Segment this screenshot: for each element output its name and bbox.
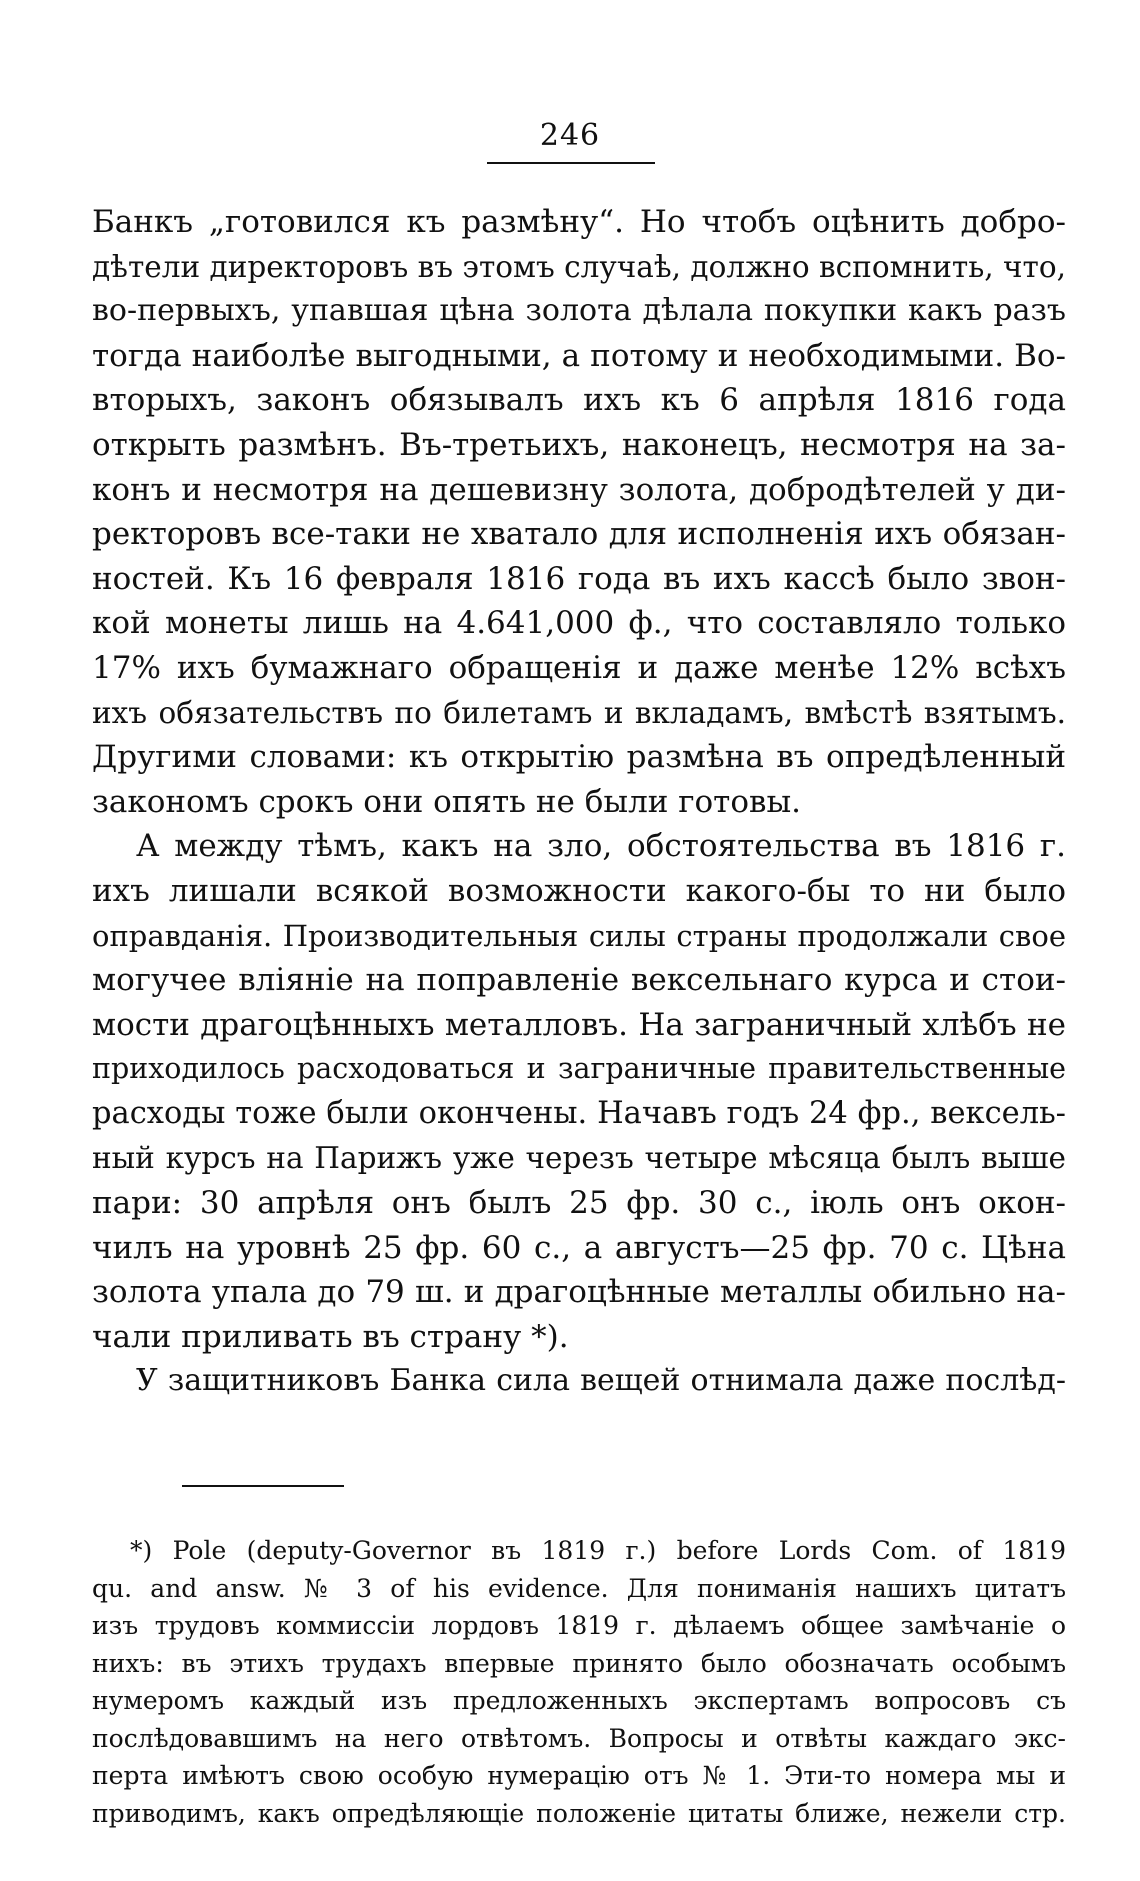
footnote-line: нумеромъ каждый изъ предложенныхъ экспертамъ вопросовъ съ [92, 1686, 1066, 1715]
footnote-line: приводимъ, какъ опредѣляющіе положеніе цитаты ближе, нежели стр. [92, 1798, 1066, 1828]
footnote-line: *) Pole (deputy-Governor въ 1819 г.) before Lords Com. of 1819 [130, 1536, 1066, 1565]
text-line: тогда наиболѣе выгодными, а потому и необходимыми. Во- [92, 337, 1066, 374]
footnote-rule [182, 1485, 344, 1487]
text-line: кой монеты лишь на 4.641,000 ф., что составляло только [92, 605, 1066, 642]
header-rule [487, 162, 655, 164]
text-line: чилъ на уровнѣ 25 фр. 60 с., а августъ—25 фр. 70 с. Цѣна [92, 1229, 1066, 1266]
text-line: Другими словами: къ открытію размѣна въ опредѣленный [92, 739, 1066, 776]
text-line: закономъ срокъ они опять не были готовы. [92, 783, 801, 820]
footnote-line: перта имѣютъ свою особую нумерацію отъ № 1. Эти-то номера мы и [92, 1761, 1066, 1790]
text-line: расходы тоже были окончены. Начавъ годъ 24 фр., вексель- [92, 1095, 1066, 1131]
text-line: А между тѣмъ, какъ на зло, обстоятельства въ 1816 г. [136, 828, 1066, 865]
text-line: Банкъ „готовился къ размѣну“. Но чтобъ оцѣнить добро- [92, 204, 1066, 240]
page-number: 246 [539, 118, 601, 153]
text-line: оправданія. Производительныя силы страны продолжали свое [92, 918, 1066, 953]
text-line: могучее вліяніе на поправленіе вексельнаго курса и стои- [92, 962, 1066, 999]
text-line: мости драгоцѣнныхъ металловъ. На заграничный хлѣбъ не [92, 1006, 1066, 1043]
text-line: открыть размѣнъ. Въ-третьихъ, наконецъ, несмотря на за- [92, 426, 1066, 463]
footnote-line: нихъ: въ этихъ трудахъ впервые принято было обозначать особымъ [92, 1648, 1066, 1678]
text-line: дѣтели директоровъ въ этомъ случаѣ, должно вспомнить, что, [92, 249, 1066, 284]
text-line: ностей. Къ 16 февраля 1816 года въ ихъ кассѣ было звон- [92, 560, 1066, 597]
text-line: ихъ лишали всякой возможности какого-бы то ни было [92, 872, 1066, 909]
text-line: во-первыхъ, упавшая цѣна золота дѣлала покупки какъ разъ [92, 293, 1066, 329]
text-line: чали приливать въ страну *). [92, 1318, 569, 1355]
body-text [92, 200, 1066, 1404]
text-line: ректоровъ все-таки не хватало для исполненія ихъ обязан- [92, 516, 1066, 553]
text-line: вторыхъ, законъ обязывалъ ихъ къ 6 апрѣля 1816 года [92, 382, 1066, 419]
text-line: ихъ обязательствъ по билетамъ и вкладамъ, вмѣстѣ взятымъ. [92, 695, 1066, 730]
text-line: пари: 30 апрѣля онъ былъ 25 фр. 30 с., іюль онъ окон- [92, 1185, 1066, 1222]
footnote-line: послѣдовавшимъ на него отвѣтомъ. Вопросы и отвѣты каждаго экс- [92, 1723, 1066, 1753]
footnote [92, 1532, 1066, 1832]
text-line: золота упала до 79 ш. и драгоцѣнные металлы обильно на- [92, 1274, 1066, 1311]
text-line: приходилось расходоваться и заграничные правительственные [92, 1052, 1066, 1086]
text-line: У защитниковъ Банка сила вещей отнимала даже послѣд- [136, 1363, 1066, 1399]
footnote-line: изъ трудовъ коммиссіи лордовъ 1819 г. дѣлаемъ общее замѣчаніе о [92, 1611, 1066, 1640]
text-line: 17% ихъ бумажнаго обращенія и даже менѣе 12% всѣхъ [92, 649, 1066, 686]
text-line: ный курсъ на Парижъ уже черезъ четыре мѣсяца былъ выше [92, 1141, 1066, 1176]
footnote-line: qu. and answ. № 3 of his evidence. Для пониманія нашихъ цитатъ [92, 1573, 1066, 1603]
text-line: конъ и несмотря на дешевизну золота, добродѣтелей у ди- [92, 471, 1066, 508]
